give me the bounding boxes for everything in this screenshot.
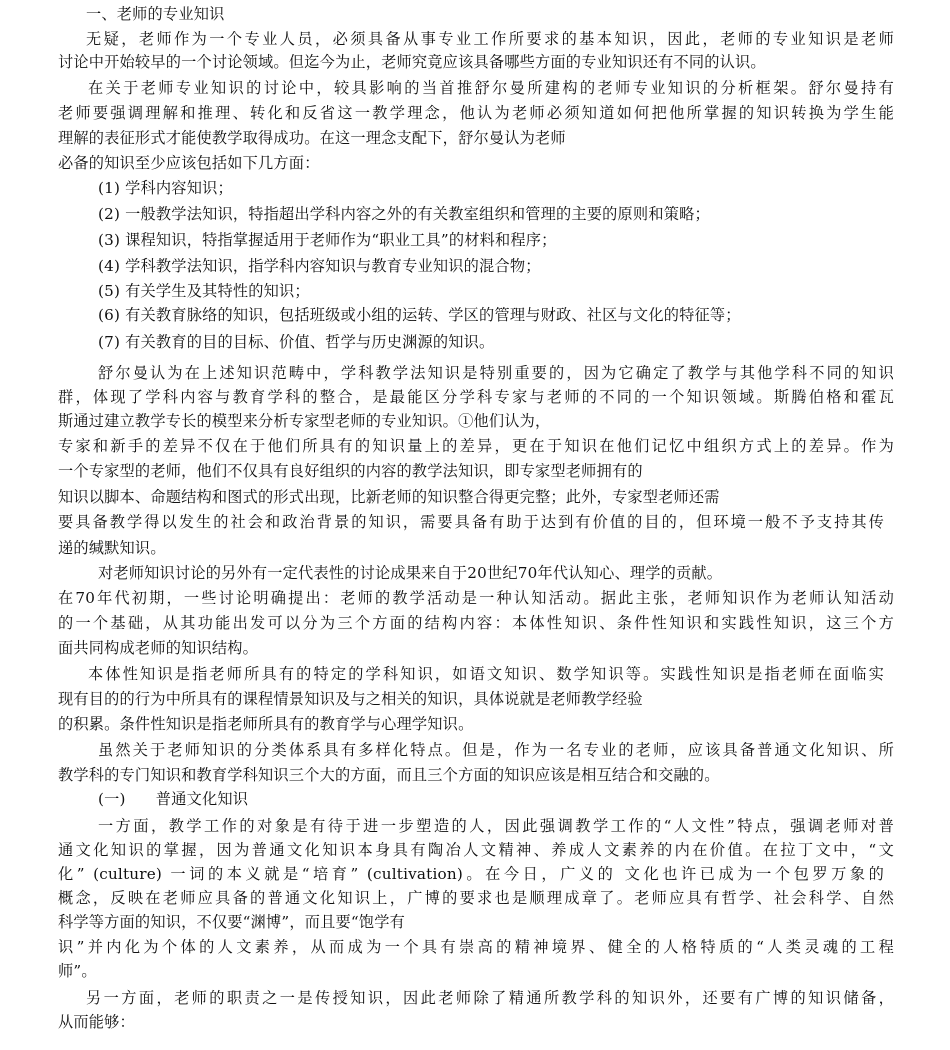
- paragraph-line: 识”并内化为个体的人文素养，从而成为一个具有崇高的精神境界、健全的人格特质的“人类灵魂的工程: [58, 938, 894, 956]
- paragraph-line: 讨论中开始较早的一个讨论领域。但迄今为止，老师究竟应该具备哪些方面的专业知识还有不同的认识。: [58, 53, 766, 71]
- paragraph-line: 理解的表征形式才能使教学取得成功。在这一理念支配下，舒尔曼认为老师: [58, 129, 566, 147]
- paragraph-line: 必备的知识至少应该包括如下几方面：: [58, 154, 320, 172]
- paragraph-line: 化” (culture) 一词的本义就是“培育” (cultivation)。在今日，广义的 文化也许已成为一个包罗万象的: [58, 865, 884, 883]
- paragraph-line: 斯通过建立教学专长的模型来分析专家型老师的专业知识。①他们认为，: [58, 412, 551, 430]
- paragraph-line: 通文化知识的掌握，因为普通文化知识本身具有陶冶人文精神、养成人文素养的内在价值。在拉丁文中，“文: [58, 841, 894, 859]
- paragraph-line: 教学科的专门知识和教育学科知识三个大的方面，而且三个方面的知识应该是相互结合和交融的。: [58, 766, 720, 784]
- list-item: (2) 一般教学法知识，特指超出学科内容之外的有关教室组织和管理的主要的原则和策略；: [98, 205, 710, 223]
- section-heading: 一、老师的专业知识: [86, 5, 225, 23]
- paragraph-line: 另一方面，老师的职责之一是传授知识，因此老师除了精通所教学科的知识外，还要有广博的知识储备，: [86, 989, 894, 1007]
- paragraph-line: 现有目的的行为中所具有的课程情景知识及与之相关的知识，具体说就是老师教学经验: [58, 690, 643, 708]
- paragraph-line: 舒尔曼认为在上述知识范畴中，学科教学法知识是特别重要的，因为它确定了教学与其他学科不同的知识: [98, 364, 894, 382]
- paragraph-line: 面共同构成老师的知识结构。: [58, 639, 259, 657]
- paragraph-line: 的积累。条件性知识是指老师所具有的教育学与心理学知识。: [58, 715, 474, 733]
- paragraph-line: 本体性知识是指老师所具有的特定的学科知识，如语文知识、数学知识等。实践性知识是指老师在面临实: [88, 665, 884, 683]
- paragraph-line: 概念，反映在老师应具备的普通文化知识上，广博的要求也是顺理成章了。老师应具有哲学、社会科学、自然: [58, 889, 894, 907]
- paragraph-line: 在关于老师专业知识的讨论中，较具影响的当首推舒尔曼所建构的老师专业知识的分析框架。舒尔曼持有: [88, 79, 894, 97]
- paragraph-line: 老师要强调理解和推理、转化和反省这一教学理念，他认为老师必须知道如何把他所掌握的知识转换为学生能: [58, 104, 894, 122]
- list-item: (5) 有关学生及其特性的知识；: [98, 282, 310, 300]
- paragraph-line: 递的缄默知识。: [58, 539, 166, 557]
- paragraph-line: 要具备教学得以发生的社会和政治背景的知识，需要具备有助于达到有价值的目的，但环境一般不予支持其传: [58, 513, 884, 531]
- list-item: (6) 有关教育脉络的知识，包括班级或小组的运转、学区的管理与财政、社区与文化的特征等；: [98, 306, 741, 324]
- paragraph-line: 专家和新手的差异不仅在于他们所具有的知识量上的差异，更在于知识在他们记忆中组织方式上的差异。作为: [58, 437, 894, 455]
- paragraph-line: 科学等方面的知识，不仅要“渊博”，而且要“饱学有: [58, 913, 406, 931]
- paragraph-line: 的一个基础，从其功能出发可以分为三个方面的结构内容：本体性知识、条件性知识和实践性知识，这三个方: [58, 614, 894, 632]
- list-item: (4) 学科教学法知识，指学科内容知识与教育专业知识的混合物；: [98, 257, 541, 275]
- list-item: (7) 有关教育的目的目标、价值、哲学与历史渊源的知识。: [98, 333, 495, 351]
- paragraph-line: 虽然关于老师知识的分类体系具有多样化特点。但是，作为一名专业的老师，应该具备普通文化知识、所: [98, 741, 894, 759]
- paragraph-line: 从而能够：: [58, 1013, 135, 1031]
- paragraph-line: 师”。: [58, 962, 97, 980]
- list-item: (3) 课程知识，特指掌握适用于老师作为“职业工具”的材料和程序；: [98, 231, 557, 249]
- list-item: (1) 学科内容知识；: [98, 179, 233, 197]
- paragraph-line: 一个专家型的老师，他们不仅具有良好组织的内容的教学法知识，即专家型老师拥有的: [58, 462, 643, 480]
- paragraph-line: 知识以脚本、命题结构和图式的形式出现，比新老师的知识整合得更完整；此外，专家型老师还需: [58, 488, 720, 506]
- subsection-heading: (一) 普通文化知识: [98, 790, 249, 808]
- paragraph-line: 群，体现了学科内容与教育学科的整合，是最能区分学科专家与老师的不同的一个知识领域。斯腾伯格和霍瓦: [58, 388, 894, 406]
- paragraph-line: 在70年代初期，一些讨论明确提出：老师的教学活动是一种认知活动。据此主张，老师知识作为老师认知活动: [58, 589, 894, 607]
- paragraph-line: 一方面，教学工作的对象是有待于进一步塑造的人，因此强调教学工作的“人文性”特点，强调老师对普: [98, 817, 894, 835]
- paragraph-line: 无疑，老师作为一个专业人员，必须具备从事专业工作所要求的基本知识，因此，老师的专业知识是老师: [86, 30, 894, 48]
- paragraph-line: 对老师知识讨论的另外有一定代表性的讨论成果来自于20世纪70年代认知心、理学的贡献。: [98, 564, 723, 582]
